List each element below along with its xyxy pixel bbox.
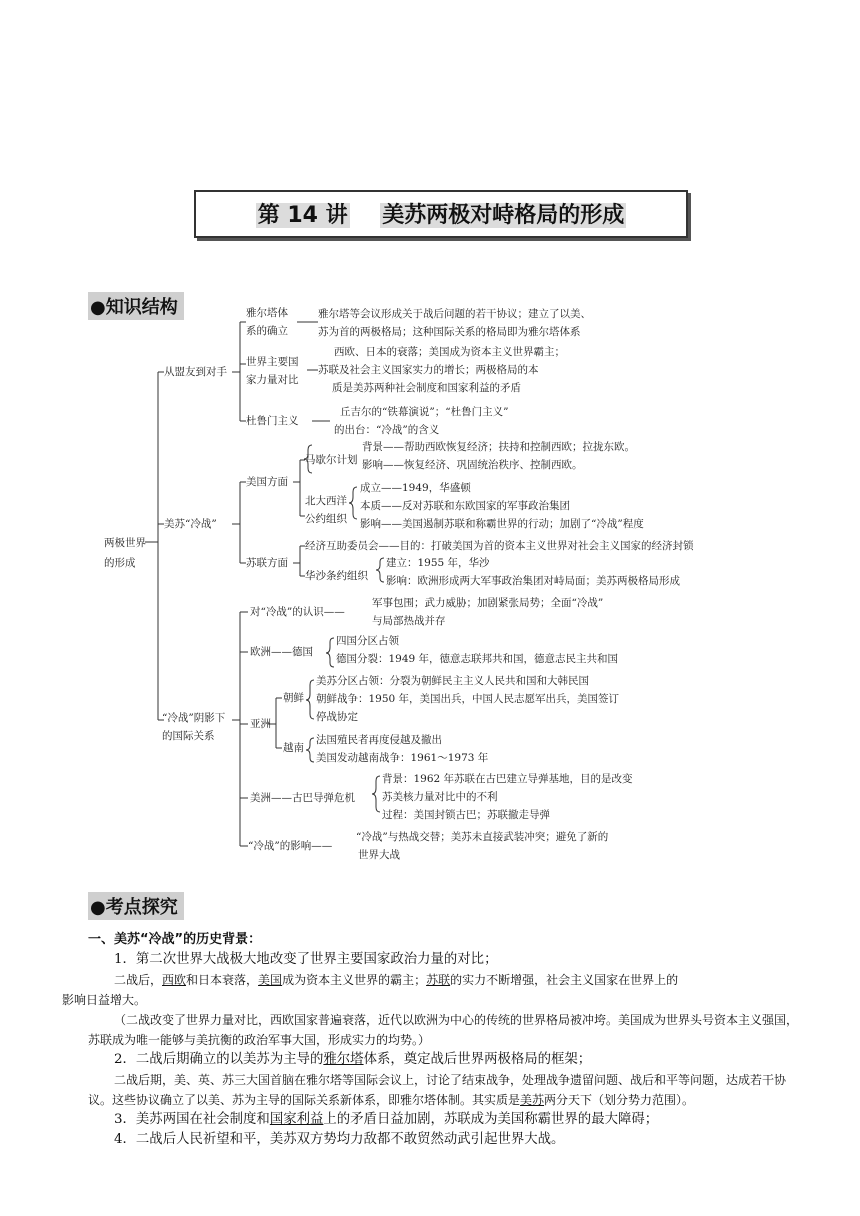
node-cold-war-impact-detail <box>356 830 608 862</box>
node-warsaw-detail <box>386 556 680 588</box>
node-america-cuba: 美洲——古巴导弹危机 <box>250 792 355 804</box>
paragraph-1: 1．第二次世界大战极大地改变了世界主要国家政治力量的对比； <box>114 952 498 967</box>
p3-national-interest: 国家利益 <box>269 1112 324 1127</box>
paragraph-3 <box>88 1110 800 1130</box>
node-cold-war-view-detail <box>372 596 603 628</box>
node-nato-detail-l1: 成立——1949，华盛顿 <box>360 482 471 494</box>
node-truman-detail <box>334 405 508 437</box>
node-america-detail-l2: 苏美核力量对比中的不利 <box>382 791 498 803</box>
node-truman-detail-l2: 的出台：“冷战”的含义 <box>334 424 440 436</box>
p2-post: 体系，奠定战后世界两极格局的框架； <box>363 1052 592 1067</box>
p1a-western-europe: 西欧 <box>162 973 187 987</box>
node-nato-l1: 北大西洋 <box>305 495 347 507</box>
title-main: 美苏两极对峙格局的形成 <box>382 203 625 228</box>
node-power-detail-l2: 苏联及社会主义国家实力的增长；两极格局的本 <box>318 364 539 376</box>
node-warsaw: 华沙条约组织 <box>305 570 368 582</box>
node-power <box>246 355 299 387</box>
p1a-m3: 的实力不断增强，社会主义国家在世界上的 <box>450 973 679 987</box>
node-us-side: 美国方面 <box>246 476 288 488</box>
node-cold-war-view-detail-l2: 与局部热战并存 <box>372 615 446 627</box>
node-marshall: 马歇尔计划 <box>305 454 358 466</box>
node-marshall-detail-l1: 背景——帮助西欧恢复经济；扶持和控制西欧；拉拢东欧。 <box>362 441 635 453</box>
mindmap-root <box>104 536 146 570</box>
section-explore-heading: ●考点探究 <box>88 892 184 920</box>
p3-pre: 3．美苏两国在社会制度和 <box>114 1112 270 1127</box>
heading-cold-war-background: 一、美苏“冷战”的历史背景： <box>88 932 262 947</box>
node-yalta-detail-l2: 苏为首的两极格局；这种国际关系的格局即为雅尔塔体系 <box>318 326 581 338</box>
p1a-pre: 二战后， <box>114 973 163 987</box>
title-lesson: 第 14 讲 <box>257 203 348 228</box>
node-power-l2: 家力量对比 <box>246 374 299 386</box>
node-asia: 亚洲 <box>250 718 271 730</box>
node-yalta-detail <box>318 307 591 339</box>
node-cold-war-view-detail-l1: 军事包围；武力威胁；加剧紧张局势；全面“冷战” <box>372 597 604 609</box>
node-europe-detail <box>336 634 618 666</box>
content-body <box>62 930 800 1150</box>
p1a-m1: 和日本衰落， <box>186 973 259 987</box>
node-america-detail-l1: 背景：1962 年苏联在古巴建立导弹基地，目的是改变 <box>382 773 633 785</box>
node-vietnam: 越南 <box>283 742 304 754</box>
node-nato-l2: 公约组织 <box>305 513 347 525</box>
node-korea-detail <box>316 674 619 724</box>
node-cold-war-impact-detail-l1: “冷战”与热战交替；美苏未直接武装冲突；避免了新的 <box>356 831 609 843</box>
node-vietnam-detail-l1: 法国殖民者再度侵越及撤出 <box>316 734 442 746</box>
node-yalta-detail-l1: 雅尔塔等会议形成关于战后问题的若干协议；建立了以美、 <box>318 308 591 320</box>
node-europe-detail-l1: 四国分区占领 <box>336 635 399 647</box>
mindmap-root-line2: 的形成 <box>104 557 136 569</box>
node-ussr-side: 苏联方面 <box>246 557 288 569</box>
node-marshall-detail-l2: 影响——恢复经济、巩固统治秩序、控制西欧。 <box>362 459 583 471</box>
p1a-m2: 成为资本主义世界的霸主； <box>282 973 427 987</box>
node-nato-detail-l3: 影响——美国遏制苏联和称霸世界的行动；加剧了“冷战”程度 <box>360 518 644 530</box>
node-korea-detail-l2: 朝鲜战争：1950 年，美国出兵，中国人民志愿军出兵，美国签订 <box>316 693 620 705</box>
node-korea-detail-l3: 停战协定 <box>316 711 358 723</box>
node-truman-detail-l1: 丘吉尔的“铁幕演说”；“杜鲁门主义” <box>340 406 509 418</box>
node-truman: 杜鲁门主义 <box>246 415 299 427</box>
node-power-detail-l1: 西欧、日本的衰落；美国成为资本主义世界霸主； <box>334 346 565 358</box>
node-warsaw-detail-l2: 影响：欧洲形成两大军事政治集团对峙局面；美苏两极格局形成 <box>386 575 680 587</box>
node-yalta <box>246 306 288 338</box>
branch-cold-war-shadow <box>162 711 225 743</box>
mindmap-root-line1: 两极世界 <box>104 537 146 549</box>
node-yalta-l1: 雅尔塔体 <box>246 307 288 319</box>
node-cold-war-impact: “冷战”的影响—— <box>248 840 333 852</box>
p1a-usa: 美国 <box>258 973 283 987</box>
node-europe-detail-l2: 德国分裂：1949 年，德意志联邦共和国，德意志民主共和国 <box>336 653 619 665</box>
node-vietnam-detail <box>316 733 488 765</box>
node-america-detail <box>382 772 633 822</box>
paragraph-2 <box>88 1050 800 1070</box>
node-korea: 朝鲜 <box>283 692 304 704</box>
p2-pre: 2．二战后期确立的以美苏为主导的 <box>114 1052 324 1067</box>
node-power-l1: 世界主要国 <box>246 356 299 368</box>
section-structure-heading: ●知识结构 <box>88 292 184 320</box>
node-power-detail-l3: 质是美苏两种社会制度和国家利益的矛盾 <box>332 382 521 394</box>
paragraph-1b: （二战改变了世界力量对比，西欧国家普遍衰落，近代以欧洲为中心的传统的世界格局被冲垮。美国成为世界头号资本主义强国，苏联成为唯一能够与美抗衡的政治军事大国，形成实力的均势。） <box>88 1013 799 1047</box>
node-warsaw-detail-l1: 建立：1955 年，华沙 <box>386 557 490 569</box>
node-comecon: 经济互助委员会——目的：打破美国为首的资本主义世界对社会主义国家的经济封锁 <box>305 540 694 552</box>
node-america-detail-l3: 过程：美国封锁古巴；苏联撤走导弹 <box>382 809 550 821</box>
node-vietnam-detail-l2: 美国发动越南战争：1961～1973 年 <box>316 752 489 764</box>
p1a-line2: 影响日益增大。 <box>62 993 147 1007</box>
node-cold-war-view: 对“冷战”的认识—— <box>250 606 345 618</box>
branch-cold-war-shadow-l2: 的国际关系 <box>162 730 215 742</box>
paragraph-1a <box>62 970 800 1010</box>
branch-cold-war-shadow-l1: “冷战”阴影下 <box>162 712 226 724</box>
node-korea-detail-l1: 美苏分区占领：分裂为朝鲜民主主义人民共和国和大韩民国 <box>316 675 589 687</box>
node-power-detail <box>318 345 565 395</box>
node-marshall-detail <box>314 440 635 472</box>
node-cold-war-impact-detail-l2: 世界大战 <box>358 849 400 861</box>
branch-cold-war: 美苏“冷战” <box>164 518 217 530</box>
branch-allies-to-rivals: 从盟友到对手 <box>164 366 227 378</box>
paragraph-4: 4．二战后人民祈望和平，美苏双方势均力敌都不敢贸然动武引起世界大战。 <box>114 1132 565 1147</box>
p2a-post: 两分天下（划分势力范围）。 <box>544 1093 695 1107</box>
p1a-ussr: 苏联 <box>426 973 451 987</box>
node-nato-detail <box>360 481 644 531</box>
p3-post: 上的矛盾日益加剧，苏联成为美国称霸世界的最大障碍； <box>323 1112 659 1127</box>
paragraph-2a <box>88 1070 800 1110</box>
node-nato <box>305 494 347 526</box>
p2a-pre: 二战后期，美、英、苏三大国首脑在雅尔塔等国际会议上，讨论了结束战争，处理战争遗留问题、战后和平等问题，达成若干协议。这些协议确立了以美、苏为主导的国际关系新体系，即雅尔塔体制。其实质是 <box>88 1073 787 1107</box>
p2a-us-ussr: 美苏 <box>520 1093 545 1107</box>
node-europe-germany: 欧洲——德国 <box>250 646 313 658</box>
node-yalta-l2: 系的确立 <box>246 325 288 337</box>
node-nato-detail-l2: 本质——反对苏联和东欧国家的军事政治集团 <box>360 500 570 512</box>
p2-yalta: 雅尔塔 <box>323 1052 364 1067</box>
